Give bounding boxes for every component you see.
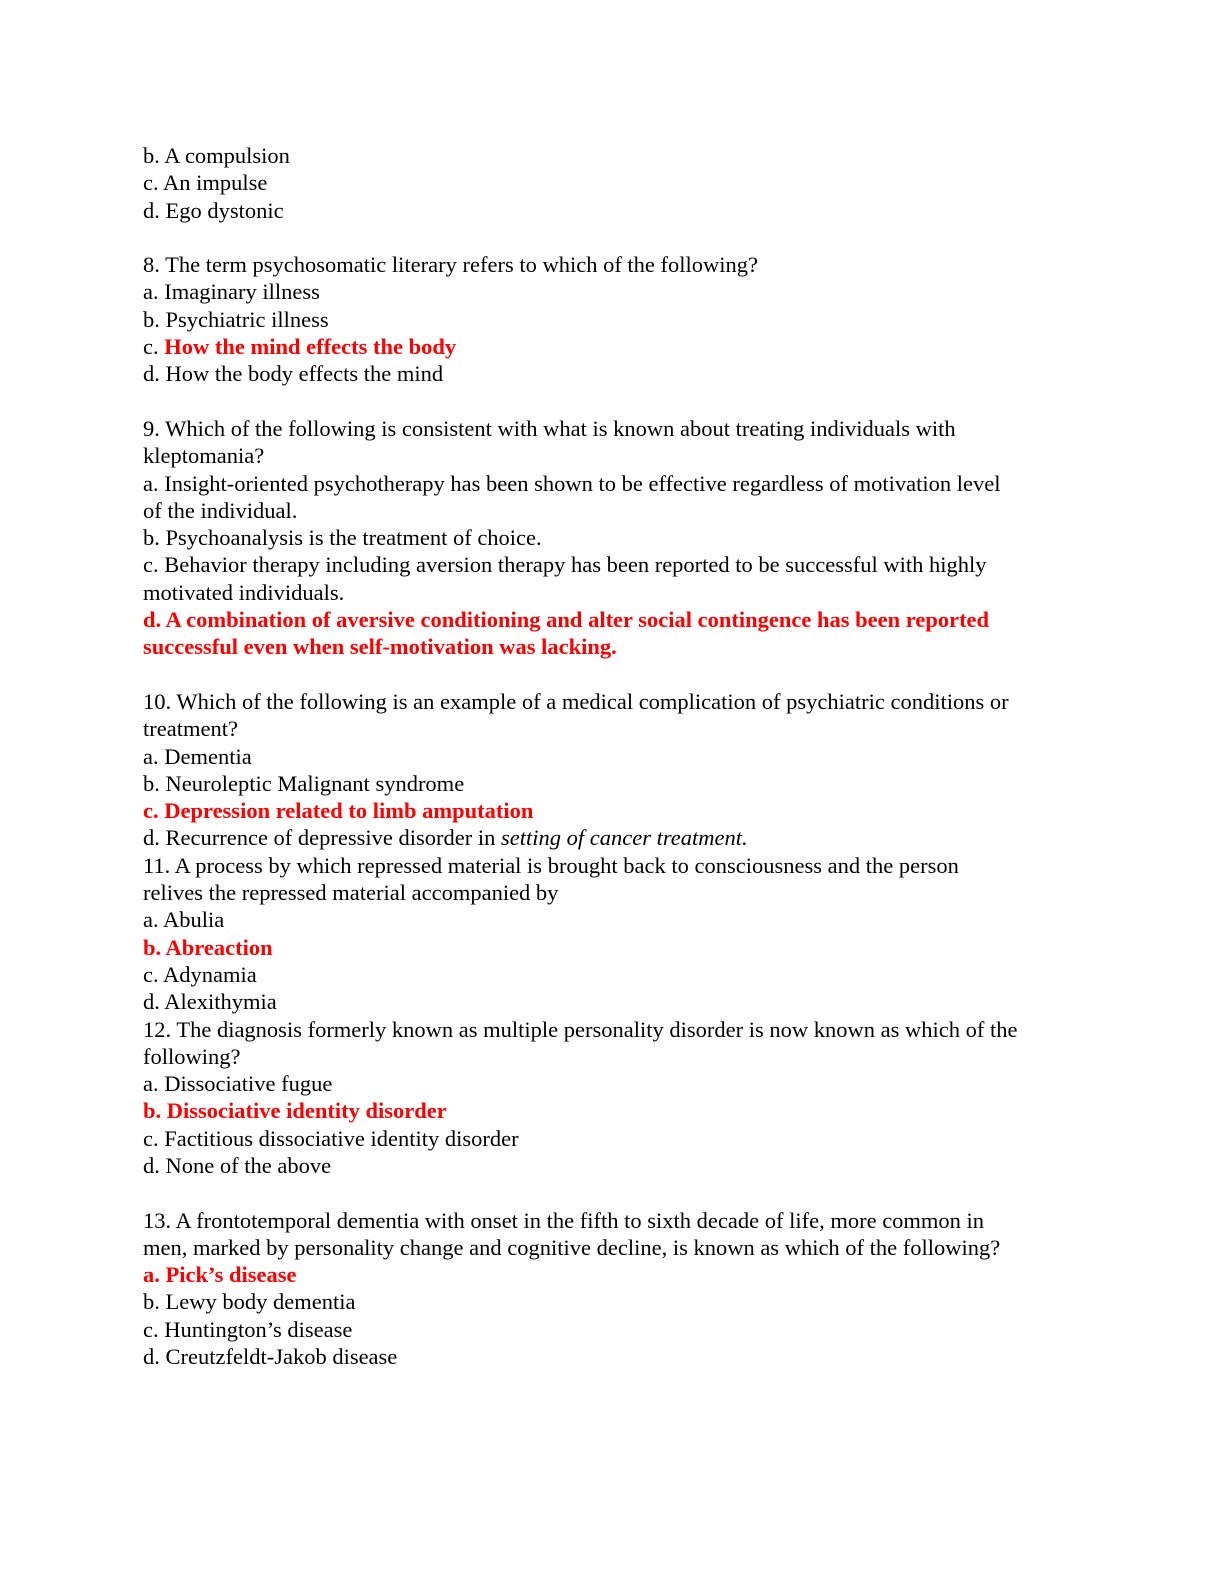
question-text-line-1: 9. Which of the following is consistent with what is known about treating individuals with: [143, 415, 956, 441]
option-b-correct: b. Abreaction: [143, 934, 273, 960]
option-b-correct: b. Dissociative identity disorder: [143, 1098, 447, 1124]
question-13: [143, 1207, 1083, 1371]
option-c: c. Adynamia: [143, 961, 257, 987]
option-d-text: d. Recurrence of depressive disorder in: [143, 825, 501, 851]
question-text-line-1: 13. A frontotemporal dementia with onset in the fifth to sixth decade of life, more common in: [143, 1207, 985, 1233]
spacer: [143, 224, 1083, 251]
option-c: c. Huntington’s disease: [143, 1316, 353, 1342]
option-d-italic-text: setting of cancer treatment.: [501, 825, 748, 851]
question-12: [143, 1016, 1083, 1180]
option-c-correct: [143, 333, 1083, 360]
option-c-line-1: c. Behavior therapy including aversion therapy has been reported to be successful with highly: [143, 552, 987, 578]
option-d: [143, 824, 1083, 851]
option-b: b. Psychoanalysis is the treatment of choice.: [143, 525, 542, 551]
spacer: [143, 388, 1083, 415]
option-d-correct-line-1: d. A combination of aversive conditioning and alter social contingence has been reported: [143, 607, 990, 633]
question-text-line-1: 11. A process by which repressed material is brought back to consciousness and the person: [143, 852, 959, 878]
option-d: d. Ego dystonic: [143, 197, 284, 223]
option-b: b. Lewy body dementia: [143, 1289, 356, 1315]
question-10: [143, 688, 1083, 852]
option-a: a. Abulia: [143, 907, 225, 933]
option-a-line-1: a. Insight-oriented psychotherapy has been shown to be effective regardless of motivation level: [143, 470, 1001, 496]
question-text-line-2: men, marked by personality change and cognitive decline, is known as which of the following?: [143, 1234, 1001, 1260]
option-c: c. An impulse: [143, 170, 268, 196]
option-c: c. Factitious dissociative identity disorder: [143, 1125, 519, 1151]
question-text-line-2: treatment?: [143, 716, 238, 742]
question-9: [143, 415, 1083, 661]
option-a: a. Dissociative fugue: [143, 1071, 333, 1097]
document-page: [143, 142, 1083, 1370]
spacer: [143, 1179, 1083, 1206]
question-8: [143, 251, 1083, 387]
spacer: [143, 661, 1083, 688]
question-7-continued: [143, 142, 1083, 224]
option-prefix: c.: [143, 334, 165, 360]
option-b: b. Psychiatric illness: [143, 306, 329, 332]
option-d: d. How the body effects the mind: [143, 361, 444, 387]
question-text-line-2: following?: [143, 1043, 241, 1069]
option-c-correct: c. Depression related to limb amputation: [143, 798, 534, 824]
option-d-correct-line-2: successful even when self-motivation was lacking.: [143, 634, 617, 660]
option-a-correct: a. Pick’s disease: [143, 1262, 297, 1288]
question-text-line-2: relives the repressed material accompanied by: [143, 880, 559, 906]
question-text-line-1: 12. The diagnosis formerly known as multiple personality disorder is now known as which of the: [143, 1016, 1018, 1042]
option-b: b. Neuroleptic Malignant syndrome: [143, 770, 465, 796]
option-d: d. Alexithymia: [143, 989, 277, 1015]
option-d: d. None of the above: [143, 1152, 332, 1178]
option-c-line-2: motivated individuals.: [143, 579, 345, 605]
question-text-line-1: 10. Which of the following is an example of a medical complication of psychiatric conditions or: [143, 688, 1009, 714]
option-b: b. A compulsion: [143, 143, 290, 168]
question-text-line-2: kleptomania?: [143, 443, 265, 469]
option-a-line-2: of the individual.: [143, 497, 298, 523]
option-d: d. Creutzfeldt-Jakob disease: [143, 1344, 398, 1370]
option-a: a. Dementia: [143, 743, 252, 769]
question-text: 8. The term psychosomatic literary refers to which of the following?: [143, 252, 759, 278]
option-a: a. Imaginary illness: [143, 279, 320, 305]
question-11: [143, 852, 1083, 1016]
correct-answer-text: How the mind effects the body: [164, 334, 457, 360]
